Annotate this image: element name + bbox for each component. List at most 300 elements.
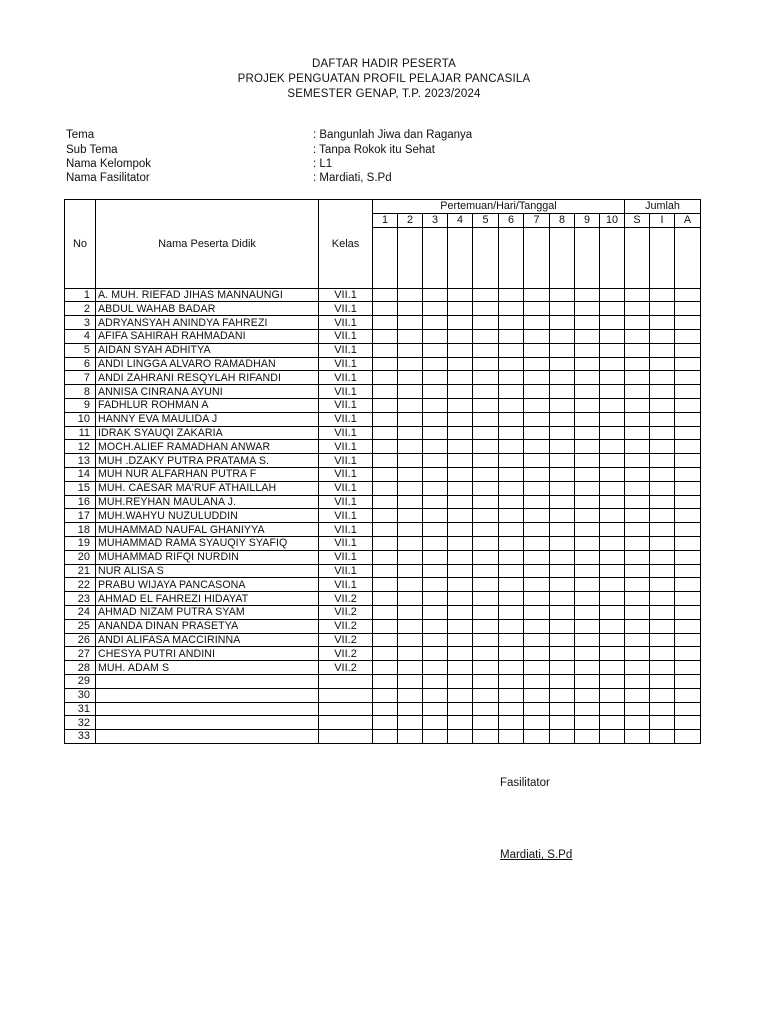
attendance-cell <box>499 564 524 578</box>
student-class: VII.1 <box>319 288 373 302</box>
sum-cell <box>650 564 675 578</box>
attendance-cell <box>473 371 499 385</box>
attendance-cell <box>550 647 575 661</box>
sum-cell <box>625 302 650 316</box>
attendance-cell <box>448 343 473 357</box>
attendance-cell <box>550 454 575 468</box>
attendance-cell <box>600 440 625 454</box>
attendance-cell <box>550 509 575 523</box>
attendance-cell <box>448 357 473 371</box>
attendance-cell <box>473 329 499 343</box>
attendance-cell <box>575 426 600 440</box>
sum-cell <box>625 398 650 412</box>
student-name: A. MUH. RIEFAD JIHAS MANNAUNGI <box>96 288 319 302</box>
attendance-cell <box>600 316 625 330</box>
sum-cell <box>675 288 701 302</box>
attendance-cell <box>600 426 625 440</box>
attendance-cell <box>524 716 550 730</box>
sum-cell <box>675 481 701 495</box>
attendance-cell <box>473 536 499 550</box>
table-row <box>65 647 701 661</box>
student-class <box>319 730 373 744</box>
sum-cell <box>650 536 675 550</box>
header-spacer-cell <box>575 227 600 288</box>
attendance-cell <box>575 371 600 385</box>
attendance-cell <box>499 412 524 426</box>
attendance-cell <box>575 564 600 578</box>
table-row <box>65 716 701 730</box>
attendance-cell <box>575 495 600 509</box>
attendance-cell <box>373 412 398 426</box>
attendance-cell <box>373 357 398 371</box>
table-row <box>65 523 701 537</box>
attendance-cell <box>398 329 423 343</box>
sum-cell <box>650 716 675 730</box>
sum-cell <box>650 398 675 412</box>
sum-cell <box>675 661 701 675</box>
student-name: MUHAMMAD NAUFAL GHANIYYA <box>96 523 319 537</box>
row-number: 21 <box>65 564 96 578</box>
attendance-cell <box>600 702 625 716</box>
attendance-cell <box>473 730 499 744</box>
sum-cell <box>625 688 650 702</box>
sum-cell <box>675 536 701 550</box>
sum-cell <box>675 716 701 730</box>
attendance-cell <box>448 495 473 509</box>
row-number: 27 <box>65 647 96 661</box>
attendance-cell <box>373 302 398 316</box>
attendance-cell <box>550 357 575 371</box>
meeting-number: 9 <box>575 213 600 227</box>
attendance-cell <box>575 357 600 371</box>
info-value-kelompok: : L1 <box>313 158 333 170</box>
row-number: 26 <box>65 633 96 647</box>
attendance-cell <box>448 564 473 578</box>
sum-cell <box>675 578 701 592</box>
sum-cell <box>675 509 701 523</box>
attendance-table <box>64 199 701 744</box>
attendance-cell <box>423 467 448 481</box>
attendance-cell <box>524 302 550 316</box>
attendance-cell <box>550 412 575 426</box>
attendance-cell <box>448 426 473 440</box>
sum-cell <box>625 426 650 440</box>
attendance-cell <box>524 523 550 537</box>
attendance-cell <box>600 564 625 578</box>
attendance-cell <box>473 578 499 592</box>
info-value-fasilitator: : Mardiati, S.Pd <box>313 172 392 184</box>
attendance-cell <box>550 385 575 399</box>
table-row <box>65 440 701 454</box>
table-row <box>65 357 701 371</box>
row-number: 14 <box>65 467 96 481</box>
attendance-cell <box>600 730 625 744</box>
attendance-cell <box>600 412 625 426</box>
table-row <box>65 467 701 481</box>
table-row <box>65 605 701 619</box>
sum-cell <box>650 329 675 343</box>
sum-cell <box>625 357 650 371</box>
student-name <box>96 730 319 744</box>
student-class <box>319 688 373 702</box>
attendance-cell <box>373 426 398 440</box>
attendance-cell <box>600 674 625 688</box>
student-class: VII.1 <box>319 316 373 330</box>
attendance-cell <box>550 481 575 495</box>
attendance-cell <box>473 592 499 606</box>
row-number: 17 <box>65 509 96 523</box>
signature-name: Mardiati, S.Pd <box>500 849 573 861</box>
attendance-cell <box>550 564 575 578</box>
sum-cell <box>625 509 650 523</box>
row-number: 33 <box>65 730 96 744</box>
sum-cell <box>675 316 701 330</box>
attendance-cell <box>600 329 625 343</box>
attendance-cell <box>575 702 600 716</box>
attendance-cell <box>448 661 473 675</box>
table-row <box>65 536 701 550</box>
sum-cell <box>625 316 650 330</box>
row-number: 10 <box>65 412 96 426</box>
attendance-cell <box>550 288 575 302</box>
attendance-cell <box>423 633 448 647</box>
attendance-cell <box>524 564 550 578</box>
student-class: VII.1 <box>319 481 373 495</box>
attendance-cell <box>575 633 600 647</box>
student-name: ANNISA CINRANA AYUNI <box>96 385 319 399</box>
sum-cell <box>650 495 675 509</box>
student-name: MUH NUR ALFARHAN PUTRA F <box>96 467 319 481</box>
attendance-cell <box>499 619 524 633</box>
student-name <box>96 674 319 688</box>
attendance-cell <box>600 716 625 730</box>
attendance-cell <box>600 288 625 302</box>
student-class: VII.1 <box>319 440 373 454</box>
attendance-cell <box>575 398 600 412</box>
document-semester: SEMESTER GENAP, T.P. 2023/2024 <box>287 88 481 100</box>
table-row <box>65 495 701 509</box>
attendance-cell <box>600 619 625 633</box>
attendance-cell <box>524 647 550 661</box>
attendance-cell <box>448 605 473 619</box>
attendance-cell <box>373 619 398 633</box>
sum-cell <box>675 454 701 468</box>
attendance-cell <box>499 523 524 537</box>
student-class: VII.1 <box>319 329 373 343</box>
attendance-cell <box>499 481 524 495</box>
attendance-cell <box>423 343 448 357</box>
attendance-cell <box>373 495 398 509</box>
sum-cell <box>675 674 701 688</box>
student-name: MUH. CAESAR MA'RUF ATHAILLAH <box>96 481 319 495</box>
student-name: ANANDA DINAN PRASETYA <box>96 619 319 633</box>
attendance-cell <box>448 467 473 481</box>
sum-cell <box>625 661 650 675</box>
row-number: 23 <box>65 592 96 606</box>
sum-cell <box>650 661 675 675</box>
attendance-cell <box>398 385 423 399</box>
attendance-cell <box>448 619 473 633</box>
attendance-cell <box>600 357 625 371</box>
attendance-cell <box>423 523 448 537</box>
attendance-cell <box>398 661 423 675</box>
attendance-cell <box>423 578 448 592</box>
attendance-cell <box>499 288 524 302</box>
info-value-tema: : Bangunlah Jiwa dan Raganya <box>313 129 473 141</box>
attendance-cell <box>398 592 423 606</box>
attendance-cell <box>423 495 448 509</box>
student-class: VII.1 <box>319 523 373 537</box>
sum-cell <box>625 564 650 578</box>
attendance-cell <box>524 495 550 509</box>
sum-cell <box>625 481 650 495</box>
header-spacer-cell <box>473 227 499 288</box>
attendance-cell <box>575 481 600 495</box>
row-number: 5 <box>65 343 96 357</box>
attendance-cell <box>575 523 600 537</box>
attendance-cell <box>575 605 600 619</box>
attendance-cell <box>373 398 398 412</box>
student-name <box>96 716 319 730</box>
attendance-cell <box>473 495 499 509</box>
attendance-cell <box>550 426 575 440</box>
attendance-cell <box>499 688 524 702</box>
attendance-cell <box>423 536 448 550</box>
sum-cell <box>650 509 675 523</box>
attendance-cell <box>473 619 499 633</box>
attendance-cell <box>448 509 473 523</box>
attendance-cell <box>373 343 398 357</box>
sum-cell <box>650 688 675 702</box>
row-number: 13 <box>65 454 96 468</box>
attendance-cell <box>524 440 550 454</box>
attendance-cell <box>448 550 473 564</box>
attendance-cell <box>373 564 398 578</box>
attendance-cell <box>448 398 473 412</box>
attendance-cell <box>550 550 575 564</box>
attendance-cell <box>550 467 575 481</box>
sum-cell <box>675 688 701 702</box>
attendance-cell <box>575 329 600 343</box>
sum-cell <box>675 357 701 371</box>
attendance-cell <box>448 302 473 316</box>
attendance-cell <box>373 288 398 302</box>
attendance-cell <box>473 605 499 619</box>
attendance-cell <box>423 357 448 371</box>
attendance-cell <box>448 523 473 537</box>
attendance-cell <box>600 688 625 702</box>
attendance-cell <box>550 730 575 744</box>
student-name: MUHAMMAD RIFQI NURDIN <box>96 550 319 564</box>
attendance-cell <box>423 398 448 412</box>
attendance-cell <box>575 412 600 426</box>
sum-cell <box>675 302 701 316</box>
sum-cell <box>650 316 675 330</box>
attendance-cell <box>524 730 550 744</box>
attendance-cell <box>398 716 423 730</box>
sum-cell <box>650 523 675 537</box>
attendance-cell <box>373 454 398 468</box>
table-row <box>65 343 701 357</box>
attendance-cell <box>550 605 575 619</box>
attendance-cell <box>473 523 499 537</box>
attendance-cell <box>373 647 398 661</box>
attendance-cell <box>600 523 625 537</box>
attendance-cell <box>448 674 473 688</box>
table-row <box>65 454 701 468</box>
attendance-cell <box>524 329 550 343</box>
attendance-cell <box>524 288 550 302</box>
attendance-cell <box>499 398 524 412</box>
attendance-cell <box>524 481 550 495</box>
attendance-cell <box>448 716 473 730</box>
attendance-cell <box>398 633 423 647</box>
attendance-cell <box>473 481 499 495</box>
attendance-cell <box>550 523 575 537</box>
attendance-cell <box>575 288 600 302</box>
attendance-cell <box>600 647 625 661</box>
attendance-cell <box>423 329 448 343</box>
table-row <box>65 302 701 316</box>
sum-label: A <box>675 213 701 227</box>
row-number: 19 <box>65 536 96 550</box>
student-class <box>319 674 373 688</box>
meeting-number: 8 <box>550 213 575 227</box>
attendance-cell <box>423 454 448 468</box>
student-name: AHMAD NIZAM PUTRA SYAM <box>96 605 319 619</box>
attendance-cell <box>448 647 473 661</box>
attendance-cell <box>575 716 600 730</box>
attendance-cell <box>373 605 398 619</box>
attendance-cell <box>423 647 448 661</box>
header-spacer-cell <box>448 227 473 288</box>
sum-cell <box>675 564 701 578</box>
attendance-cell <box>524 412 550 426</box>
header-spacer-cell <box>600 227 625 288</box>
sum-cell <box>675 523 701 537</box>
attendance-cell <box>448 412 473 426</box>
student-name: AFIFA SAHIRAH RAHMADANI <box>96 329 319 343</box>
row-number: 2 <box>65 302 96 316</box>
attendance-cell <box>448 454 473 468</box>
table-row <box>65 316 701 330</box>
student-name: CHESYA PUTRI ANDINI <box>96 647 319 661</box>
attendance-cell <box>373 440 398 454</box>
attendance-cell <box>600 661 625 675</box>
header-spacer-cell <box>550 227 575 288</box>
attendance-cell <box>499 509 524 523</box>
attendance-cell <box>473 454 499 468</box>
sum-cell <box>675 633 701 647</box>
attendance-cell <box>398 288 423 302</box>
student-class: VII.1 <box>319 412 373 426</box>
attendance-cell <box>398 440 423 454</box>
attendance-cell <box>473 357 499 371</box>
attendance-cell <box>499 357 524 371</box>
row-number: 25 <box>65 619 96 633</box>
attendance-cell <box>575 509 600 523</box>
meeting-number: 3 <box>423 213 448 227</box>
sum-cell <box>625 605 650 619</box>
attendance-cell <box>398 412 423 426</box>
attendance-cell <box>448 702 473 716</box>
table-row <box>65 592 701 606</box>
attendance-cell <box>550 371 575 385</box>
attendance-cell <box>373 481 398 495</box>
attendance-cell <box>524 536 550 550</box>
sum-cell <box>625 619 650 633</box>
attendance-cell <box>448 481 473 495</box>
attendance-cell <box>600 605 625 619</box>
student-class: VII.2 <box>319 619 373 633</box>
sum-cell <box>675 398 701 412</box>
student-name: NUR ALISA S <box>96 564 319 578</box>
attendance-cell <box>373 536 398 550</box>
sum-cell <box>625 633 650 647</box>
attendance-cell <box>473 412 499 426</box>
attendance-cell <box>423 702 448 716</box>
attendance-cell <box>398 730 423 744</box>
sum-cell <box>675 605 701 619</box>
sum-cell <box>625 716 650 730</box>
attendance-cell <box>398 523 423 537</box>
sum-cell <box>625 467 650 481</box>
attendance-cell <box>373 371 398 385</box>
attendance-cell <box>600 509 625 523</box>
attendance-cell <box>473 661 499 675</box>
sum-cell <box>675 619 701 633</box>
row-number: 6 <box>65 357 96 371</box>
attendance-cell <box>423 509 448 523</box>
attendance-cell <box>423 688 448 702</box>
attendance-cell <box>600 495 625 509</box>
sum-cell <box>650 454 675 468</box>
student-name <box>96 688 319 702</box>
attendance-cell <box>550 661 575 675</box>
student-class: VII.1 <box>319 536 373 550</box>
attendance-cell <box>550 716 575 730</box>
attendance-cell <box>473 509 499 523</box>
sum-cell <box>650 702 675 716</box>
student-class: VII.1 <box>319 357 373 371</box>
attendance-cell <box>524 688 550 702</box>
attendance-cell <box>373 688 398 702</box>
sum-cell <box>625 454 650 468</box>
attendance-cell <box>550 302 575 316</box>
attendance-cell <box>423 619 448 633</box>
attendance-cell <box>550 316 575 330</box>
attendance-cell <box>398 564 423 578</box>
row-number: 11 <box>65 426 96 440</box>
sum-cell <box>625 702 650 716</box>
attendance-cell <box>600 481 625 495</box>
student-class: VII.2 <box>319 661 373 675</box>
attendance-cell <box>600 467 625 481</box>
attendance-cell <box>423 592 448 606</box>
header-name: Nama Peserta Didik <box>96 200 319 289</box>
row-number: 29 <box>65 674 96 688</box>
attendance-cell <box>575 316 600 330</box>
sum-cell <box>625 674 650 688</box>
sum-cell <box>650 440 675 454</box>
row-number: 31 <box>65 702 96 716</box>
attendance-cell <box>499 578 524 592</box>
student-class: VII.2 <box>319 633 373 647</box>
meeting-number: 7 <box>524 213 550 227</box>
attendance-cell <box>398 495 423 509</box>
table-row <box>65 412 701 426</box>
student-class: VII.1 <box>319 550 373 564</box>
